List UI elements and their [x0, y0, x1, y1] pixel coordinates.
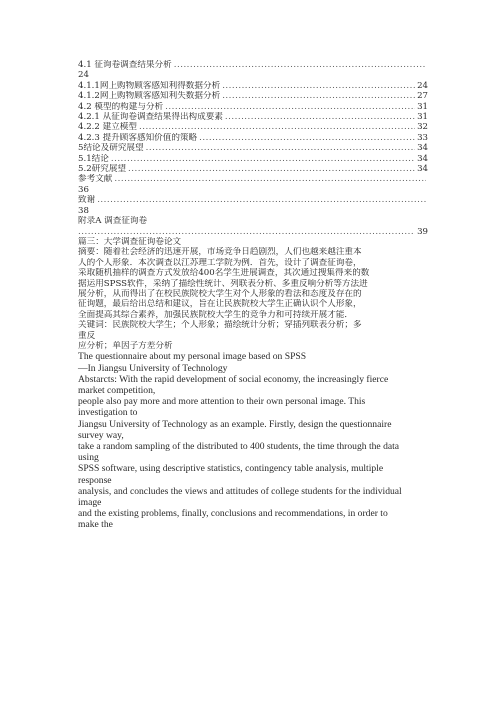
toc-entry-page: 27	[417, 91, 428, 102]
english-line: investigation to	[78, 407, 138, 419]
toc-entry-title: 4.2.1 从征询卷调查结果得出构成要素	[78, 112, 223, 123]
toc-entry[interactable]	[78, 91, 428, 101]
toc-entry-title: 4.2 模型的构建与分析	[78, 101, 164, 112]
english-line: image	[78, 497, 102, 509]
toc-page-number: 36	[78, 184, 89, 195]
toc-entry-title[interactable]: 附录A 调查征询卷	[78, 216, 148, 227]
toc-entry[interactable]	[78, 122, 428, 132]
keywords-line: 重反	[78, 330, 96, 341]
toc-leader-dots	[78, 227, 415, 237]
keywords-line: 应分析；单因子方差分析	[78, 340, 173, 351]
toc-leader-dots	[97, 195, 426, 205]
toc-entry-title: 4.2.2 建立模型	[78, 122, 137, 133]
toc-leader-dots	[111, 154, 415, 164]
toc-leader-dots	[222, 81, 415, 91]
english-line: using	[78, 452, 99, 464]
english-line: Jiangsu University of Technology as an example. Firstly, design the questionnaire	[78, 418, 392, 430]
table-of-contents	[78, 60, 428, 237]
toc-entry-page: 31	[417, 101, 428, 112]
section-heading: 篇三：大学调查征询卷论文	[78, 236, 182, 247]
toc-entry-title: 5.2研究展望	[78, 164, 127, 175]
english-line: take a random sampling of the distributed to 400 students, the time through the data	[78, 441, 400, 452]
toc-leader-dots	[139, 122, 415, 132]
toc-entry[interactable]	[78, 154, 428, 164]
toc-leader-dots	[146, 143, 415, 153]
toc-leader-dots	[225, 112, 415, 122]
toc-entry[interactable]	[78, 102, 428, 112]
abstract-line: 摘要：随着社会经济的迅速开展，市场竞争日趋剧烈，人们也越来越注重本	[78, 247, 362, 258]
toc-entry-page: 34	[417, 143, 428, 154]
toc-entry[interactable]	[78, 174, 428, 184]
english-subtitle: —In Jiangsu University of Technology	[78, 362, 228, 374]
toc-entry[interactable]	[78, 164, 428, 174]
abstract-line: 征询题，最后给出总结和建议，旨在让民族院校大学生正确认识个人形象，	[78, 299, 362, 310]
english-line: response	[78, 474, 112, 486]
toc-entry-page: 34	[417, 164, 428, 175]
toc-leader-dots	[114, 174, 426, 184]
abstract-line: 全面提高其综合素养，加强民族院校大学生的竞争力和可持续开展才能．	[78, 309, 354, 320]
toc-entry-page: 34	[417, 153, 428, 164]
toc-entry-title: 4.1.1网上购物顾客感知利得数据分析	[78, 80, 221, 91]
toc-entry[interactable]	[78, 195, 428, 205]
english-line: market competition,	[78, 384, 156, 396]
toc-entry-title: 参考文献	[78, 174, 113, 185]
toc-page-number: 38	[78, 205, 89, 216]
abstract-line: 采取随机抽样的调查方式发放给400名学生进展调查，其次通过搜集得来的数	[78, 268, 370, 279]
toc-leader-dots	[174, 60, 426, 70]
keywords-line: 关键词：民族院校大学生；个人形象；描绘统计分析；穿插列联表分析；多	[78, 320, 362, 331]
toc-leader-dots	[128, 164, 415, 174]
toc-entry[interactable]	[78, 60, 428, 70]
english-line: Abstarcts: With the rapid development of social economy, the increasingly fierce	[78, 373, 389, 385]
english-line: and the existing problems, finally, conclusions and recommendations, in order to	[78, 508, 388, 520]
document-page	[78, 60, 428, 531]
english-title: The questionnaire about my personal image based on SPSS	[78, 351, 307, 363]
toc-entry-title: 5.1结论	[78, 153, 109, 164]
toc-entry-page: 33	[417, 132, 428, 143]
toc-entry-title: 4.2.3 提升顾客感知价值的策略	[78, 132, 198, 143]
toc-leader-dots	[165, 102, 415, 112]
english-line: make the	[78, 519, 113, 531]
abstract-line: 据运用SPSS软件，采纳了描绘性统计、列联表分析、多重反响分析等方法进	[78, 278, 368, 289]
toc-entry-title: 5结论及研究展望	[78, 143, 144, 154]
english-line: survey way,	[78, 429, 124, 441]
toc-entry-title: 致谢	[78, 195, 96, 206]
english-line: SPSS software, using descriptive statistics, contingency table analysis, multiple	[78, 463, 384, 475]
abstract-line: 展分析，从而得出了在校民族院校大学生对个人形象的看法和态度及存在的	[78, 288, 362, 299]
toc-leader-dots	[222, 91, 415, 101]
toc-entry-title: 4.1.2网上购物顾客感知利失数据分析	[78, 91, 221, 102]
toc-entry[interactable]	[78, 112, 428, 122]
toc-entry	[78, 227, 428, 237]
chinese-abstract-section	[78, 237, 428, 351]
toc-entry[interactable]	[78, 81, 428, 91]
toc-entry-page: 32	[417, 122, 428, 133]
toc-entry[interactable]	[78, 133, 428, 143]
english-line: analysis, and concludes the views and attitudes of college students for the individual	[78, 485, 402, 497]
toc-entry-page: 24	[417, 80, 428, 91]
toc-leader-dots	[199, 133, 415, 143]
toc-entry-page: 31	[417, 112, 428, 123]
toc-entry-page: 39	[417, 226, 428, 237]
english-abstract-section	[78, 351, 428, 530]
abstract-line: 人的个人形象．本次调查以江苏理工学院为例．首先，设计了调查征询卷，	[78, 257, 362, 268]
toc-entry-title: 4.1 征询卷调查结果分析	[78, 60, 172, 70]
toc-page-number: 24	[78, 70, 89, 81]
toc-entry[interactable]	[78, 143, 428, 153]
english-line: people also pay more and more attention to their own personal image. This	[78, 396, 366, 408]
